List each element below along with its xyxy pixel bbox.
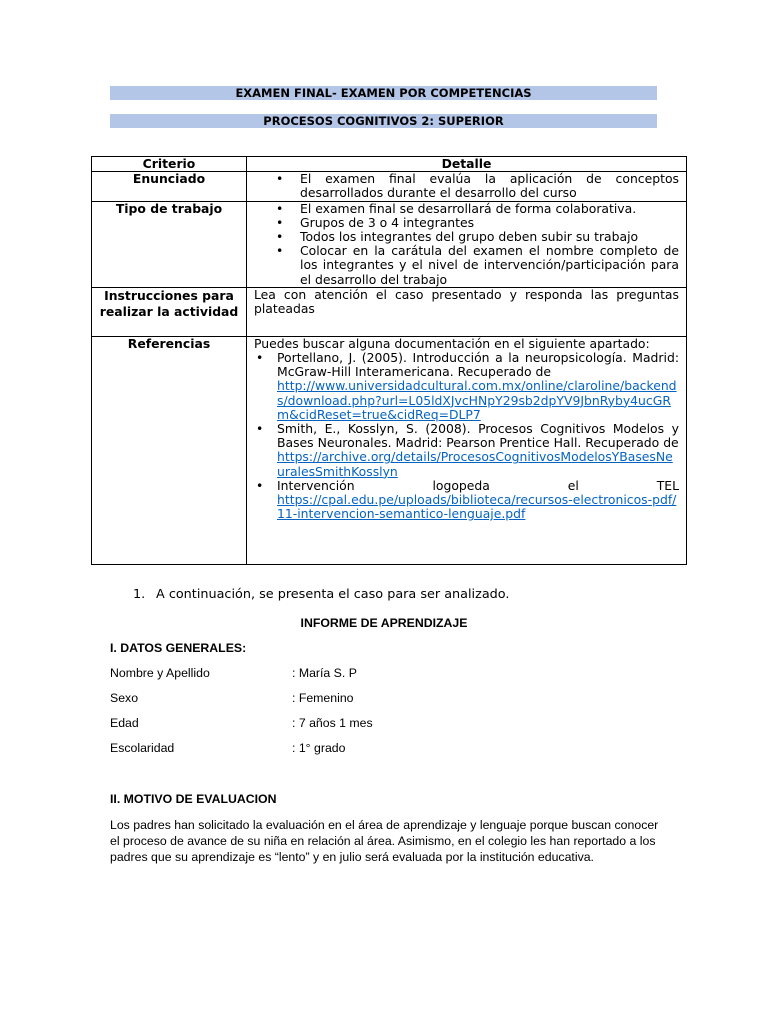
column-header-detalle: Detalle — [247, 157, 687, 172]
table-row-referencias — [92, 336, 687, 564]
detalle-tipo-trabajo — [247, 201, 687, 287]
reference-text: • Intervención logopeda el TEL — [277, 477, 679, 493]
table-header-row — [92, 157, 687, 172]
list-item: • Colocar en la carátula del examen el nombre completo de los integrantes y el nivel de intervención/participación para el desarrollo del trabajo — [254, 244, 679, 287]
field-label-escolaridad: Escolaridad — [110, 741, 175, 755]
criteria-table — [91, 156, 687, 565]
column-header-criterio: Criterio — [92, 157, 247, 172]
criterio-tipo-trabajo: Tipo de trabajo — [92, 201, 247, 287]
criterio-instrucciones: Instrucciones para realizar la actividad — [92, 287, 247, 336]
field-label-nombre: Nombre y Apellido — [110, 666, 210, 680]
reference-link[interactable]: http://www.universidadcultural.com.mx/online/claroline/backends/download.php?url=L05ldXJvcHNpY29sb2dpYV9JbnRyby4ucGRm&cidReset=true&cidReq=DLP7 — [277, 378, 677, 422]
field-value-edad: : 7 años 1 mes — [292, 716, 373, 730]
field-label-edad: Edad — [110, 716, 139, 730]
list-item: • Grupos de 3 o 4 integrantes — [254, 216, 679, 230]
section-datos-generales: I. DATOS GENERALES: — [110, 641, 247, 655]
detalle-enunciado — [247, 172, 687, 201]
reference-item — [254, 351, 679, 422]
exam-subtitle: PROCESOS COGNITIVOS 2: SUPERIOR — [110, 114, 657, 128]
list-item: • El examen final se desarrollará de forma colaborativa. — [254, 202, 679, 216]
criterio-referencias: Referencias — [92, 336, 247, 564]
detalle-instrucciones: Lea con atención el caso presentado y responda las preguntas plateadas — [247, 287, 687, 336]
reference-text: Smith, E., Kosslyn, S. (2008). Procesos Cognitivos Modelos y Bases Neuronales. Madrid: Pearson Prentice Hall. Recuperado de — [277, 421, 679, 451]
table-row-tipo-trabajo — [92, 201, 687, 287]
case-list-number: 1. — [133, 587, 146, 602]
table-row-enunciado — [92, 172, 687, 201]
reference-link[interactable]: https://archive.org/details/ProcesosCognitivosModelosYBasesNeuralesSmithKosslyn — [277, 449, 673, 479]
field-value-sexo: : Femenino — [292, 691, 354, 705]
reference-item — [254, 422, 679, 479]
reference-item — [254, 479, 679, 522]
referencias-intro: Puedes buscar alguna documentación en el siguiente apartado: — [254, 335, 650, 351]
informe-title: INFORME DE APRENDIZAJE — [300, 616, 468, 630]
field-label-sexo: Sexo — [110, 691, 139, 705]
field-value-escolaridad: : 1° grado — [292, 741, 346, 755]
list-item: • Todos los integrantes del grupo deben subir su trabajo — [254, 230, 679, 244]
section-motivo-evaluacion: II. MOTIVO DE EVALUACION — [110, 792, 277, 806]
list-item: • El examen final evalúa la aplicación de conceptos desarrollados durante el desarrollo del curso — [254, 172, 679, 200]
table-row-instrucciones — [92, 287, 687, 336]
criterio-enunciado: Enunciado — [92, 172, 247, 201]
exam-title: EXAMEN FINAL- EXAMEN POR COMPETENCIAS — [110, 86, 657, 100]
field-value-nombre: : María S. P — [292, 666, 357, 680]
motivo-paragraph: Los padres han solicitado la evaluación en el área de aprendizaje y lenguaje porque buscan conocer el proceso de avance de su niña en relación al área. Asimismo, en el colegio les han reportado a los padres que su aprendizaje es “lento” y en julio será evaluada por la institución educativa. — [110, 818, 659, 864]
reference-link[interactable]: https://cpal.edu.pe/uploads/biblioteca/recursos-electronicos-pdf/11-intervencion-semantico-lenguaje.pdf — [277, 492, 677, 522]
reference-text: Portellano, J. (2005). Introducción a la neuropsicología. Madrid: McGraw-Hill Interamericana. Recuperado de — [277, 350, 679, 380]
detalle-referencias — [247, 336, 687, 564]
case-intro-text: A continuación, se presenta el caso para ser analizado. — [156, 587, 510, 602]
